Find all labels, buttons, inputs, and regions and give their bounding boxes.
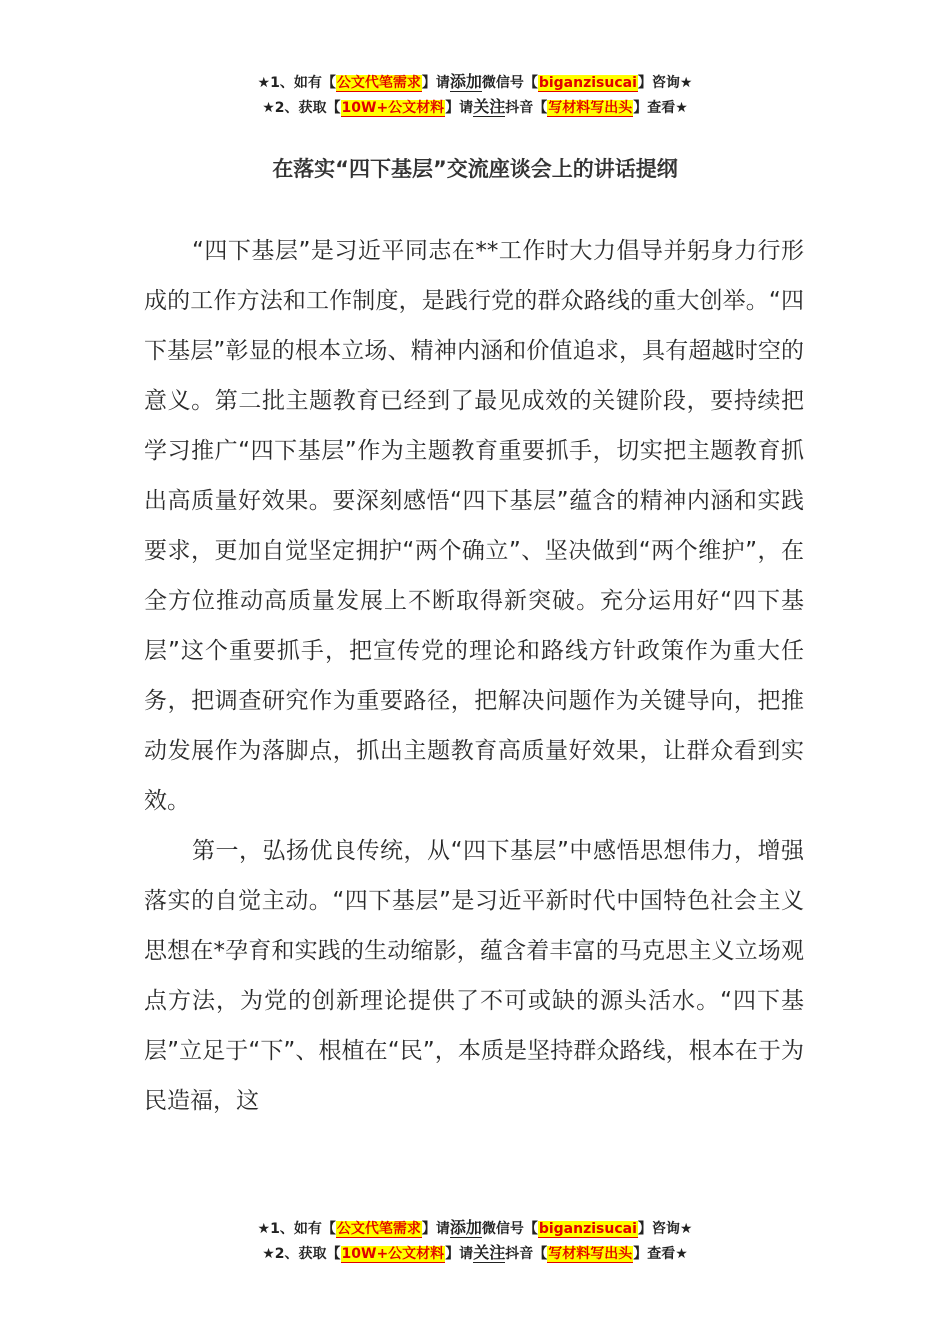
banner-underline-add: 添加 [449,1218,482,1237]
banner-underline-follow: 关注 [473,97,506,116]
banner-underline-follow: 关注 [473,1243,506,1262]
banner-highlight-ghostwriting: 公文代笔需求 [336,1221,421,1237]
footer-banner [0,1216,950,1266]
paragraph-first-point: 第一，弘扬优良传统，从“四下基层”中感悟思想伟力，增强落实的自觉主动。“四下基层”是习近平新时代中国特色社会主义思想在*孕育和实践的生动缩影，蕴含着丰富的马克思主义立场观点方法，为党的创新理论提供了不可或缺的源头活水。“四下基层”立足于“下”、根植在“民”，本质是坚持群众路线，根本在于为民造福，这 [144,838,804,1114]
banner-text: 抖音【 [505,100,548,116]
banner-text: 微信号【 [481,1221,538,1237]
header-banner [0,70,950,120]
banner-line-1 [0,70,950,95]
banner-text: 】请 [445,100,474,116]
banner-text: 】请 [445,1246,474,1262]
banner-text: ★1、如有【 [257,1221,336,1237]
banner-highlight-wechat-id: biganzisucai [538,1221,637,1237]
banner-highlight-materials: 10W+公文材料 [341,1246,445,1262]
banner-text: 抖音【 [505,1246,548,1262]
document-title: 在落实“四下基层”交流座谈会上的讲话提纲 [272,157,678,181]
banner-line-2 [0,95,950,120]
banner-text: 】咨询★ [637,75,693,91]
document-body [144,226,804,1126]
banner-text: 】查看★ [633,100,688,116]
banner-line-2 [0,1241,950,1266]
banner-highlight-douyin: 写材料写出头 [548,1246,633,1262]
banner-highlight-douyin: 写材料写出头 [548,100,633,116]
banner-highlight-ghostwriting: 公文代笔需求 [336,75,421,91]
banner-underline-add: 添加 [449,72,482,91]
banner-text: ★2、获取【 [262,100,341,116]
banner-line-1 [0,1216,950,1241]
banner-text: 】查看★ [633,1246,688,1262]
banner-text: 】请 [421,1221,450,1237]
banner-highlight-materials: 10W+公文材料 [341,100,445,116]
paragraph-intro: “四下基层”是习近平同志在**工作时大力倡导并躬身力行形成的工作方法和工作制度，是践行党的群众路线的重大创举。“四下基层”彰显的根本立场、精神内涵和价值追求，具有超越时空的意义。第二批主题教育已经到了最见成效的关键阶段，要持续把学习推广“四下基层”作为主题教育重要抓手，切实把主题教育抓出高质量好效果。要深刻感悟“四下基层”蕴含的精神内涵和实践要求，更加自觉坚定拥护“两个确立”、坚决做到“两个维护”，在全方位推动高质量发展上不断取得新突破。充分运用好“四下基层”这个重要抓手，把宣传党的理论和路线方针政策作为重大任务，把调查研究作为重要路径，把解决问题作为关键导向，把推动发展作为落脚点，抓出主题教育高质量好效果，让群众看到实效。 [144,238,804,814]
banner-text: ★1、如有【 [257,75,336,91]
banner-text: 】咨询★ [637,1221,693,1237]
banner-highlight-wechat-id: biganzisucai [538,75,637,91]
banner-text: ★2、获取【 [262,1246,341,1262]
banner-text: 】请 [421,75,450,91]
banner-text: 微信号【 [481,75,538,91]
